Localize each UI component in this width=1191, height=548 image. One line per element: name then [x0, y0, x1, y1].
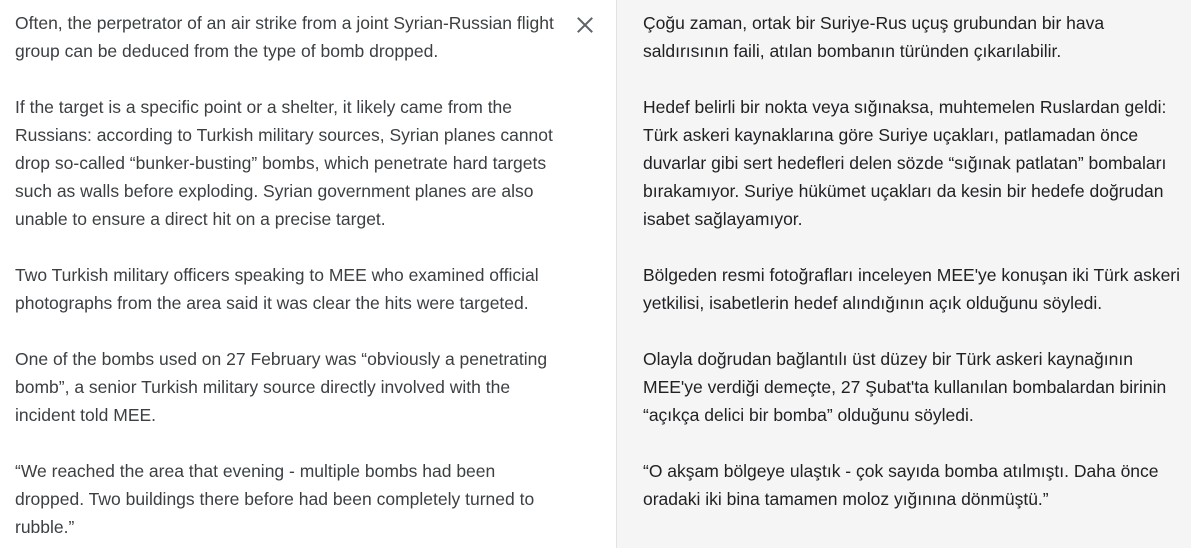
source-paragraph-4: One of the bombs used on 27 February was “obviously a penetrating bomb”, a senior Turkish military source directly involved with the incident told MEE. [15, 349, 548, 425]
source-paragraph-5: “We reached the area that evening - multiple bombs had been dropped. Two buildings there before had been completely turned to rubble.” [15, 461, 535, 537]
translation-paragraph-1: Çoğu zaman, ortak bir Suriye-Rus uçuş grubundan bir hava saldırısının faili, atılan bombanın türünden çıkarılabilir. [643, 13, 1105, 61]
translation-paragraph-3: Bölgeden resmi fotoğrafları inceleyen MEE'ye konuşan iki Türk askeri yetkilisi, isabetlerin hedef alındığının açık olduğunu söyledi. [643, 265, 1181, 313]
source-paragraph-3: Two Turkish military officers speaking to MEE who examined official photographs from the area said it was clear the hits were targeted. [15, 265, 539, 313]
translation-paragraph-5: “O akşam bölgeye ulaştık - çok sayıda bomba atılmıştı. Daha önce oradaki iki bina tamamen moloz yığınına dönmüştü.” [643, 461, 1159, 509]
source-paragraph-1: Often, the perpetrator of an air strike from a joint Syrian-Russian flight group can be deduced from the type of bomb dropped. [15, 13, 554, 61]
source-text-area[interactable] [15, 9, 563, 541]
clear-source-button[interactable] [571, 11, 599, 39]
translation-paragraph-4: Olayla doğrudan bağlantılı üst düzey bir Türk askeri kaynağının MEE'ye verdiği demeçte, 27 Şubat'ta kullanılan bombalardan birinin “açıkça delici bir bomba” olduğunu söyledi. [643, 349, 1167, 425]
close-icon [576, 16, 594, 34]
source-paragraph-2: If the target is a specific point or a shelter, it likely came from the Russians: according to Turkish military sources, Syrian planes cannot drop so-called “bunker-busting” bombs, which penetrate hard targets such as walls before exploding. Syrian government planes are also unable to ensure a direct hit on a precise target. [15, 97, 553, 229]
translation-output-panel [617, 0, 1191, 548]
translation-paragraph-2: Hedef belirli bir nokta veya sığınaksa, muhtemelen Ruslardan geldi: Türk askeri kaynaklarına göre Suriye uçakları, patlamadan önce duvarlar gibi sert hedefleri delen sözde “sığınak patlatan” bombaları bırakamıyor. Suriye hükümet uçakları da kesin bir hedefe doğrudan isabet sağlayamıyor. [643, 97, 1167, 229]
translation-text-area [643, 9, 1188, 513]
